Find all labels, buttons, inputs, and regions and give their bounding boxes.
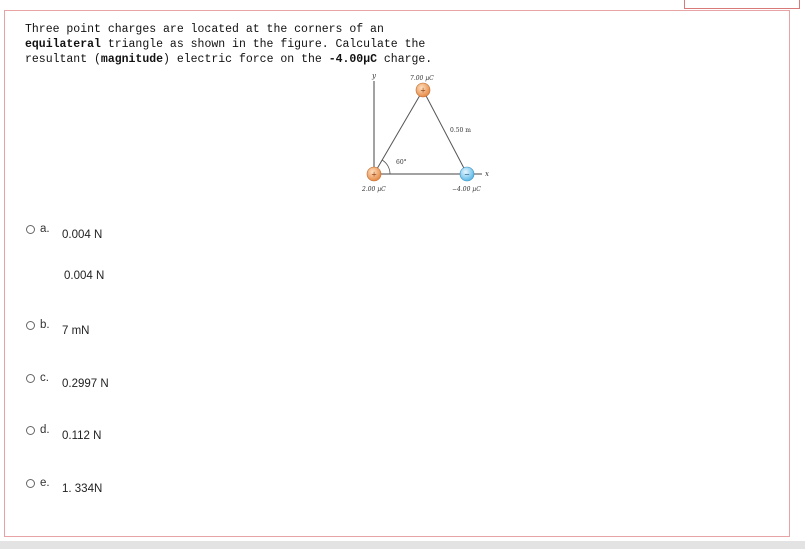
angle-arc — [382, 160, 390, 174]
option-c[interactable] — [26, 372, 109, 390]
option-a-text: 0.004 N — [62, 229, 103, 241]
left-charge-label: 2.00 µC — [362, 186, 386, 193]
triangle-figure — [352, 61, 512, 201]
option-c-letter: c. — [40, 372, 49, 384]
radio-e[interactable] — [26, 479, 35, 488]
bottom-bar — [0, 541, 805, 549]
radio-a[interactable] — [26, 225, 35, 234]
question-line-1: Three point charges are located at the corners of an — [25, 23, 384, 36]
option-e[interactable] — [26, 477, 102, 495]
side-length-label: 0.50 m — [450, 127, 471, 134]
question-bold-charge: -4.00µC — [328, 53, 377, 66]
option-e-text: 1. 334N — [62, 483, 103, 495]
angle-label: 60° — [396, 159, 407, 166]
option-d-letter: d. — [40, 424, 50, 436]
right-charge-label: −4.00 µC — [452, 186, 481, 193]
top-charge-label: 7.00 µC — [410, 75, 434, 82]
question-line-3a: resultant ( — [25, 53, 101, 66]
left-charge-sign: + — [371, 170, 377, 179]
option-d-text: 0.112 N — [62, 430, 102, 442]
right-charge-sign: − — [464, 170, 470, 179]
option-b-text: 7 mN — [62, 325, 90, 337]
option-a-extra-text: 0.004 N — [64, 270, 105, 282]
question-bold-equilateral: equilateral — [25, 38, 101, 51]
radio-d[interactable] — [26, 426, 35, 435]
x-axis-label: x — [485, 170, 489, 178]
radio-c[interactable] — [26, 374, 35, 383]
question-line-3b: ) electric force on the — [163, 53, 329, 66]
option-d[interactable] — [26, 424, 101, 442]
question-line-2: triangle as shown in the figure. Calculate the — [100, 38, 426, 51]
option-b[interactable] — [26, 319, 89, 337]
option-e-letter: e. — [40, 477, 50, 489]
question-bold-magnitude: magnitude — [100, 53, 164, 66]
top-tab — [684, 0, 800, 9]
y-axis-label: y — [372, 72, 376, 80]
radio-b[interactable] — [26, 321, 35, 330]
option-a-letter: a. — [40, 223, 50, 235]
option-a[interactable] — [26, 223, 102, 241]
question-line-3c: charge. — [377, 53, 433, 66]
option-c-text: 0.2997 N — [62, 378, 109, 390]
top-charge-sign: + — [420, 86, 426, 95]
option-b-letter: b. — [40, 319, 50, 331]
